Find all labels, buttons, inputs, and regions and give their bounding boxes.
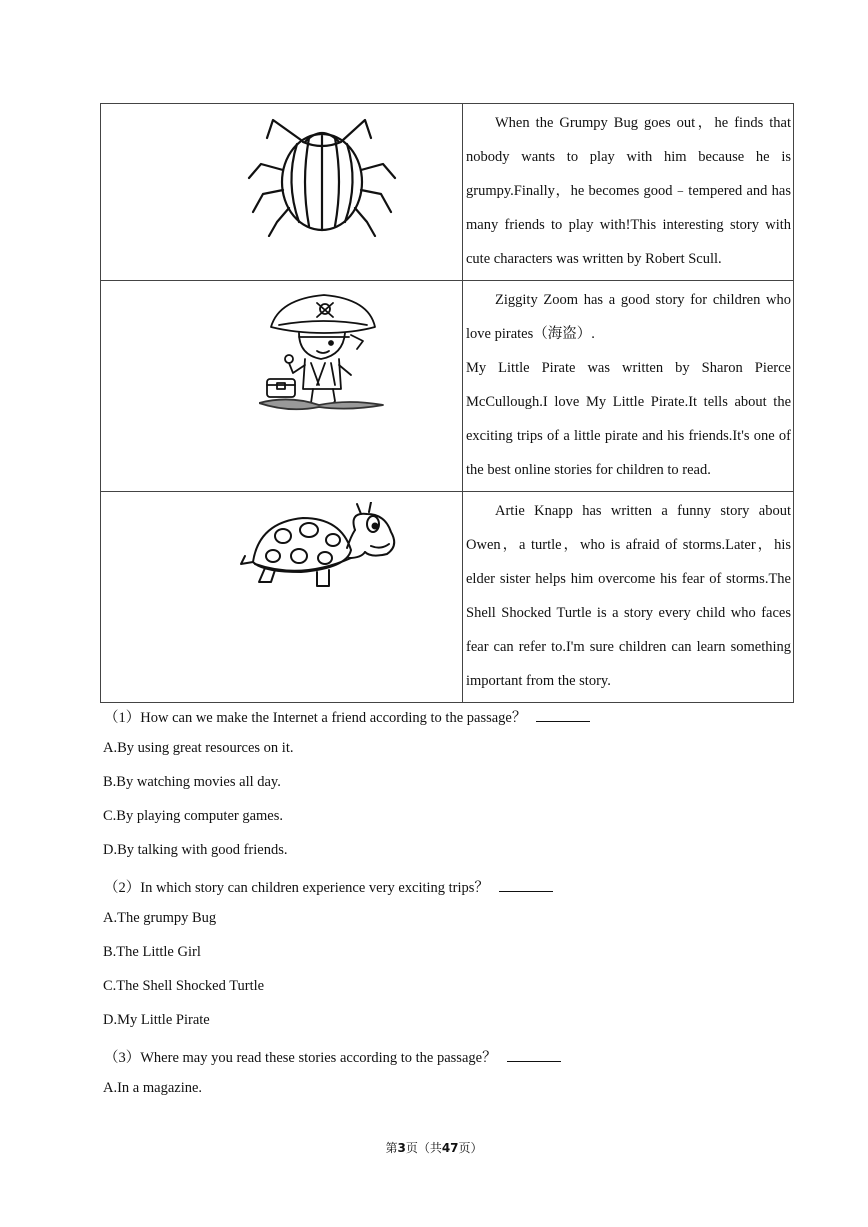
- option[interactable]: B.The Little Girl: [103, 944, 201, 960]
- option[interactable]: D.By talking with good friends.: [103, 842, 288, 858]
- question-stem: [104, 706, 590, 727]
- story-table: [100, 103, 794, 703]
- story-text-cell: [463, 492, 794, 703]
- story-image-cell: [101, 104, 463, 281]
- option[interactable]: A.In a magazine.: [103, 1080, 203, 1096]
- question-stem: [104, 1046, 561, 1067]
- story-row: [101, 492, 794, 703]
- option[interactable]: A.The grumpy Bug: [103, 910, 217, 926]
- footer-prefix: 第: [385, 1141, 398, 1155]
- story-paragraph: [466, 283, 791, 487]
- option[interactable]: D.My Little Pirate: [103, 1012, 210, 1028]
- page-footer: [0, 1139, 868, 1156]
- story-text-cell: [463, 281, 794, 492]
- pirate-icon: [259, 289, 389, 411]
- story-text: Ziggity Zoom has a good story for children who love pirates（海盗）.: [466, 292, 791, 342]
- story-row: [101, 104, 794, 281]
- beetle-icon: [243, 112, 403, 237]
- answer-blank[interactable]: [507, 1047, 561, 1062]
- page-number: 3: [397, 1141, 406, 1155]
- story-text: My Little Pirate was written by Sharon Pierce McCullough.I love My Little Pirate.It tells about the exciting trips of a little pirate and his friends.It's one of the best online stories for children to read.: [466, 360, 791, 478]
- story-image-cell: [101, 281, 463, 492]
- story-text: Artie Knapp has written a funny story about Owen，a turtle，who is afraid of storms.Later，his elder sister helps him overcome his fear of storms.The Shell Shocked Turtle is a story every child who faces fear can refer to.I'm sure children can learn something important from the story.: [466, 503, 791, 689]
- option[interactable]: B.By watching movies all day.: [103, 774, 281, 790]
- story-text: When the Grumpy Bug goes out，he finds that nobody wants to play with him because he is grumpy.Finally，he becomes good﹣tempered and has many friends to play with!This interesting story with cute characters was written by Robert Scull.: [466, 115, 791, 267]
- option[interactable]: A.By using great resources on it.: [103, 740, 294, 756]
- question-text: （1）How can we make the Internet a friend according to the passage？: [104, 710, 527, 726]
- story-image-cell: [101, 492, 463, 703]
- question-stem: [104, 876, 553, 897]
- question-text: （3）Where may you read these stories according to the passage？: [104, 1050, 497, 1066]
- option[interactable]: C.By playing computer games.: [103, 808, 284, 824]
- question-text: （2）In which story can children experience very exciting trips？: [104, 880, 489, 896]
- story-paragraph: [466, 106, 791, 276]
- story-row: [101, 281, 794, 492]
- turtle-icon: [237, 502, 399, 594]
- answer-blank[interactable]: [499, 877, 553, 892]
- footer-suffix: 页）: [458, 1141, 483, 1155]
- option[interactable]: C.The Shell Shocked Turtle: [103, 978, 265, 994]
- story-text-cell: [463, 104, 794, 281]
- answer-blank[interactable]: [536, 707, 590, 722]
- total-pages: 47: [441, 1141, 459, 1155]
- story-paragraph: [466, 494, 791, 698]
- footer-middle: 页（共: [405, 1141, 442, 1155]
